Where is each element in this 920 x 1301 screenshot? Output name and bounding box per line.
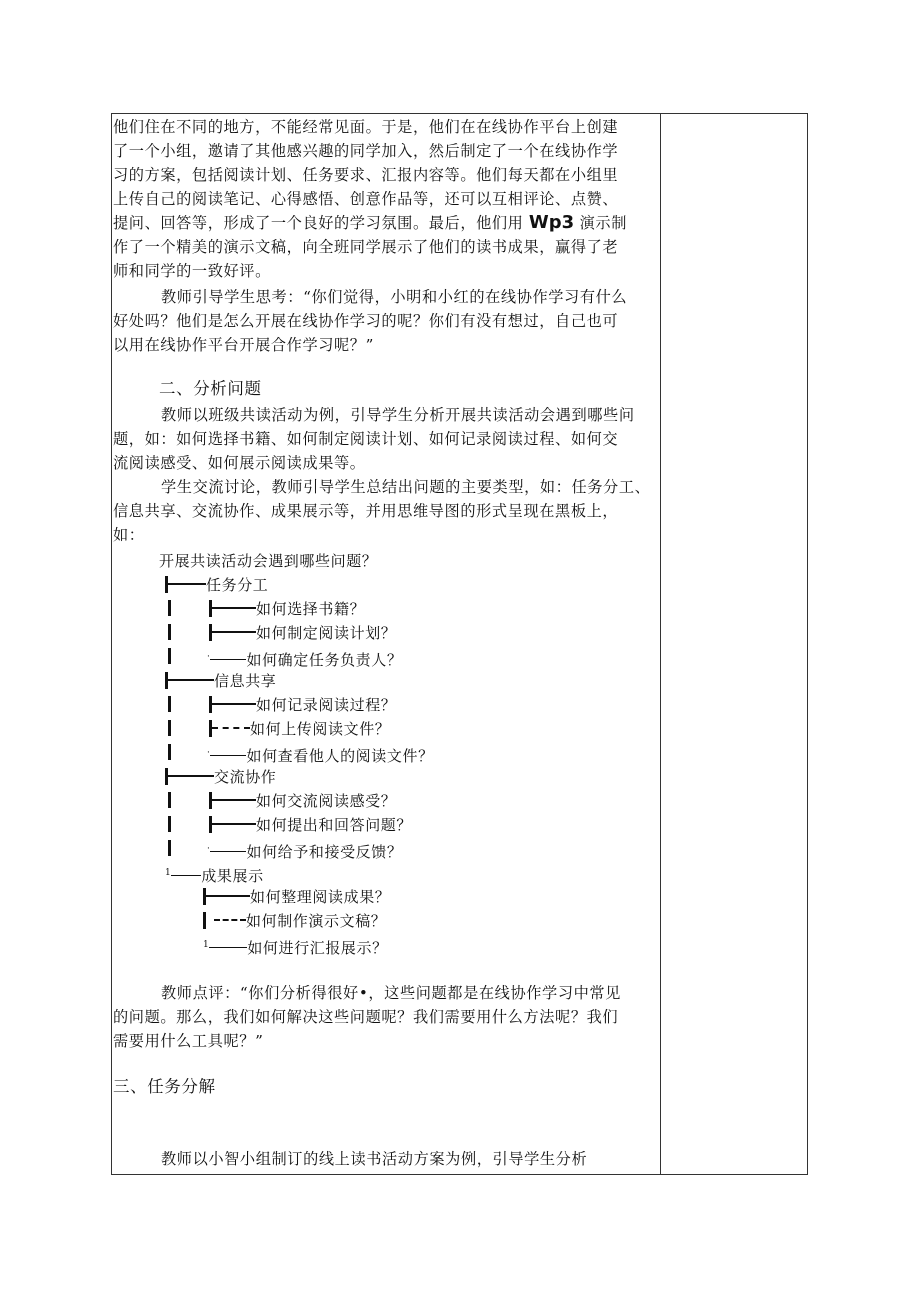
branch-info-label: 信息共享: [214, 672, 277, 690]
mindmap-root: 开展共读活动会遇到哪些问题？: [159, 552, 378, 570]
leaf-line: [206, 895, 250, 897]
trunk-segment: [168, 840, 171, 856]
trunk-segment: [168, 648, 171, 664]
leaf-tick: ·: [207, 748, 211, 758]
leaf-tick: ·: [207, 652, 211, 662]
branch-result: [165, 861, 264, 888]
branch-info: [165, 669, 276, 693]
leaf-line: [212, 607, 256, 609]
leaf-line: [212, 631, 256, 633]
trunk-segment: [168, 816, 171, 832]
branch-comm: [165, 765, 276, 789]
comment-line-1: 教师点评：“你们分析得很好•，这些问题都是在线协作学习中常见: [161, 984, 621, 1002]
leaf-dashed-line: [214, 919, 246, 921]
leaf-line: [209, 947, 247, 948]
content-cell: [113, 113, 659, 1173]
branch-line: [168, 583, 206, 585]
intro-line-2: 了一个小组，邀请了其他感兴趣的同学加入，然后制定了一个在线协作学: [113, 142, 619, 160]
leaf-line: [210, 659, 246, 660]
leaf-dashed-line: [212, 727, 250, 729]
s2p1-line-3: 流阅读感受、如何展示阅读成果等。: [113, 454, 366, 472]
comm-q1: [209, 789, 396, 813]
trunk-segment: [168, 624, 171, 640]
leaf-line: [210, 755, 246, 756]
info-q2-label: 如何上传阅读文件？: [250, 720, 391, 738]
section3-para: 教师以小智小组制订的线上读书活动方案为例，引导学生分析: [161, 1150, 588, 1168]
task-q1-label: 如何选择书籍？: [256, 600, 366, 618]
comment-line-3: 需要用什么工具呢？”: [113, 1032, 264, 1050]
section3-title: 三、任务分解: [113, 1077, 216, 1096]
s2p1-line-2: 题，如：如何选择书籍、如何制定阅读计划、如何记录阅读过程、如何交: [113, 430, 619, 448]
leaf-line: [210, 851, 246, 852]
question-line-1: 教师引导学生思考：“你们觉得，小明和小红的在线协作学习有什么: [161, 288, 628, 306]
comm-q3: [207, 837, 402, 864]
branch-tick: 1: [165, 868, 172, 878]
trunk-segment: [168, 744, 171, 760]
info-q1-label: 如何记录阅读过程？: [256, 696, 397, 714]
trunk-segment: [168, 792, 171, 808]
trunk-segment: [168, 600, 171, 616]
intro-line-6: 作了一个精美的演示文稿，向全班同学展示了他们的读书成果，赢得了老: [113, 238, 619, 256]
comm-q1-label: 如何交流阅读感受？: [256, 792, 397, 810]
comm-q2: [209, 813, 412, 837]
comment-line-2: 的问题。那么，我们如何解决这些问题呢？我们需要用什么方法呢？我们: [113, 1008, 619, 1026]
task-q3: [207, 645, 402, 672]
intro-line-5: [113, 211, 627, 235]
intro-line-5-text: 提问、回答等，形成了一个良好的学习氛围。最后，他们用: [113, 214, 524, 232]
branch-line: [168, 679, 214, 681]
s2p2-line-1: 学生交流讨论，教师引导学生总结出问题的主要类型，如：任务分工、: [161, 478, 651, 496]
leaf-connector: [203, 912, 206, 929]
intro-line-1: 他们住在不同的地方，不能经常见面。于是，他们在在线协作平台上创建: [113, 118, 619, 136]
trunk-segment: [168, 720, 171, 736]
leaf-tick: ·: [207, 844, 211, 854]
leaf-line: [212, 703, 256, 705]
intro-line-7: 师和同学的一致好评。: [113, 262, 271, 280]
branch-result-label: 成果展示: [201, 867, 264, 885]
task-q1: [209, 597, 365, 621]
intro-line-3: 习的方案，包括阅读计划、任务要求、汇报内容等。他们每天都在小组里: [113, 166, 619, 184]
result-q2: [203, 909, 386, 933]
section2-title: 二、分析问题: [159, 379, 262, 398]
trunk-segment: [168, 696, 171, 712]
leaf-line: [212, 823, 256, 825]
comm-q3-label: 如何给予和接受反馈？: [246, 843, 403, 861]
info-q2: [209, 717, 390, 741]
branch-task-label: 任务分工: [206, 576, 269, 594]
result-q3: [203, 933, 388, 960]
wp3-label: Wp3: [528, 212, 575, 233]
comm-q2-label: 如何提出和回答问题？: [256, 816, 413, 834]
result-q3-label: 如何进行汇报展示？: [247, 939, 388, 957]
intro-line-4: 上传自己的阅读笔记、心得感悟、创意作品等，还可以互相评论、点赞、: [113, 190, 619, 208]
task-q2-label: 如何制定阅读计划？: [256, 624, 397, 642]
leaf-tick: 1: [203, 940, 210, 950]
result-q1-label: 如何整理阅读成果？: [250, 888, 391, 906]
branch-line: [171, 875, 201, 876]
info-q3: [207, 741, 434, 768]
s2p2-line-2: 信息共享、交流协作、成果展示等，并用思维导图的形式呈现在黑板上，: [113, 502, 619, 520]
column-divider: [660, 113, 661, 1175]
result-q1: [203, 885, 390, 909]
s2p1-line-1: 教师以班级共读活动为例，引导学生分析开展共读活动会遇到哪些问: [161, 406, 635, 424]
s2p2-line-3: 如：: [113, 526, 145, 544]
task-q2: [209, 621, 396, 645]
branch-task: [165, 573, 268, 597]
branch-comm-label: 交流协作: [214, 768, 277, 786]
task-q3-label: 如何确定任务负责人？: [246, 651, 403, 669]
info-q1: [209, 693, 396, 717]
leaf-line: [212, 799, 256, 801]
result-q2-label: 如何制作演示文稿？: [246, 912, 387, 930]
question-line-2: 好处吗？他们是怎么开展在线协作学习的呢？你们有没有想过，自己也可: [113, 312, 619, 330]
intro-line-5-tail: 演示制: [579, 214, 627, 232]
question-line-3: 以用在线协作平台开展合作学习呢？”: [113, 336, 374, 354]
info-q3-label: 如何查看他人的阅读文件？: [246, 747, 434, 765]
branch-line: [168, 775, 214, 777]
